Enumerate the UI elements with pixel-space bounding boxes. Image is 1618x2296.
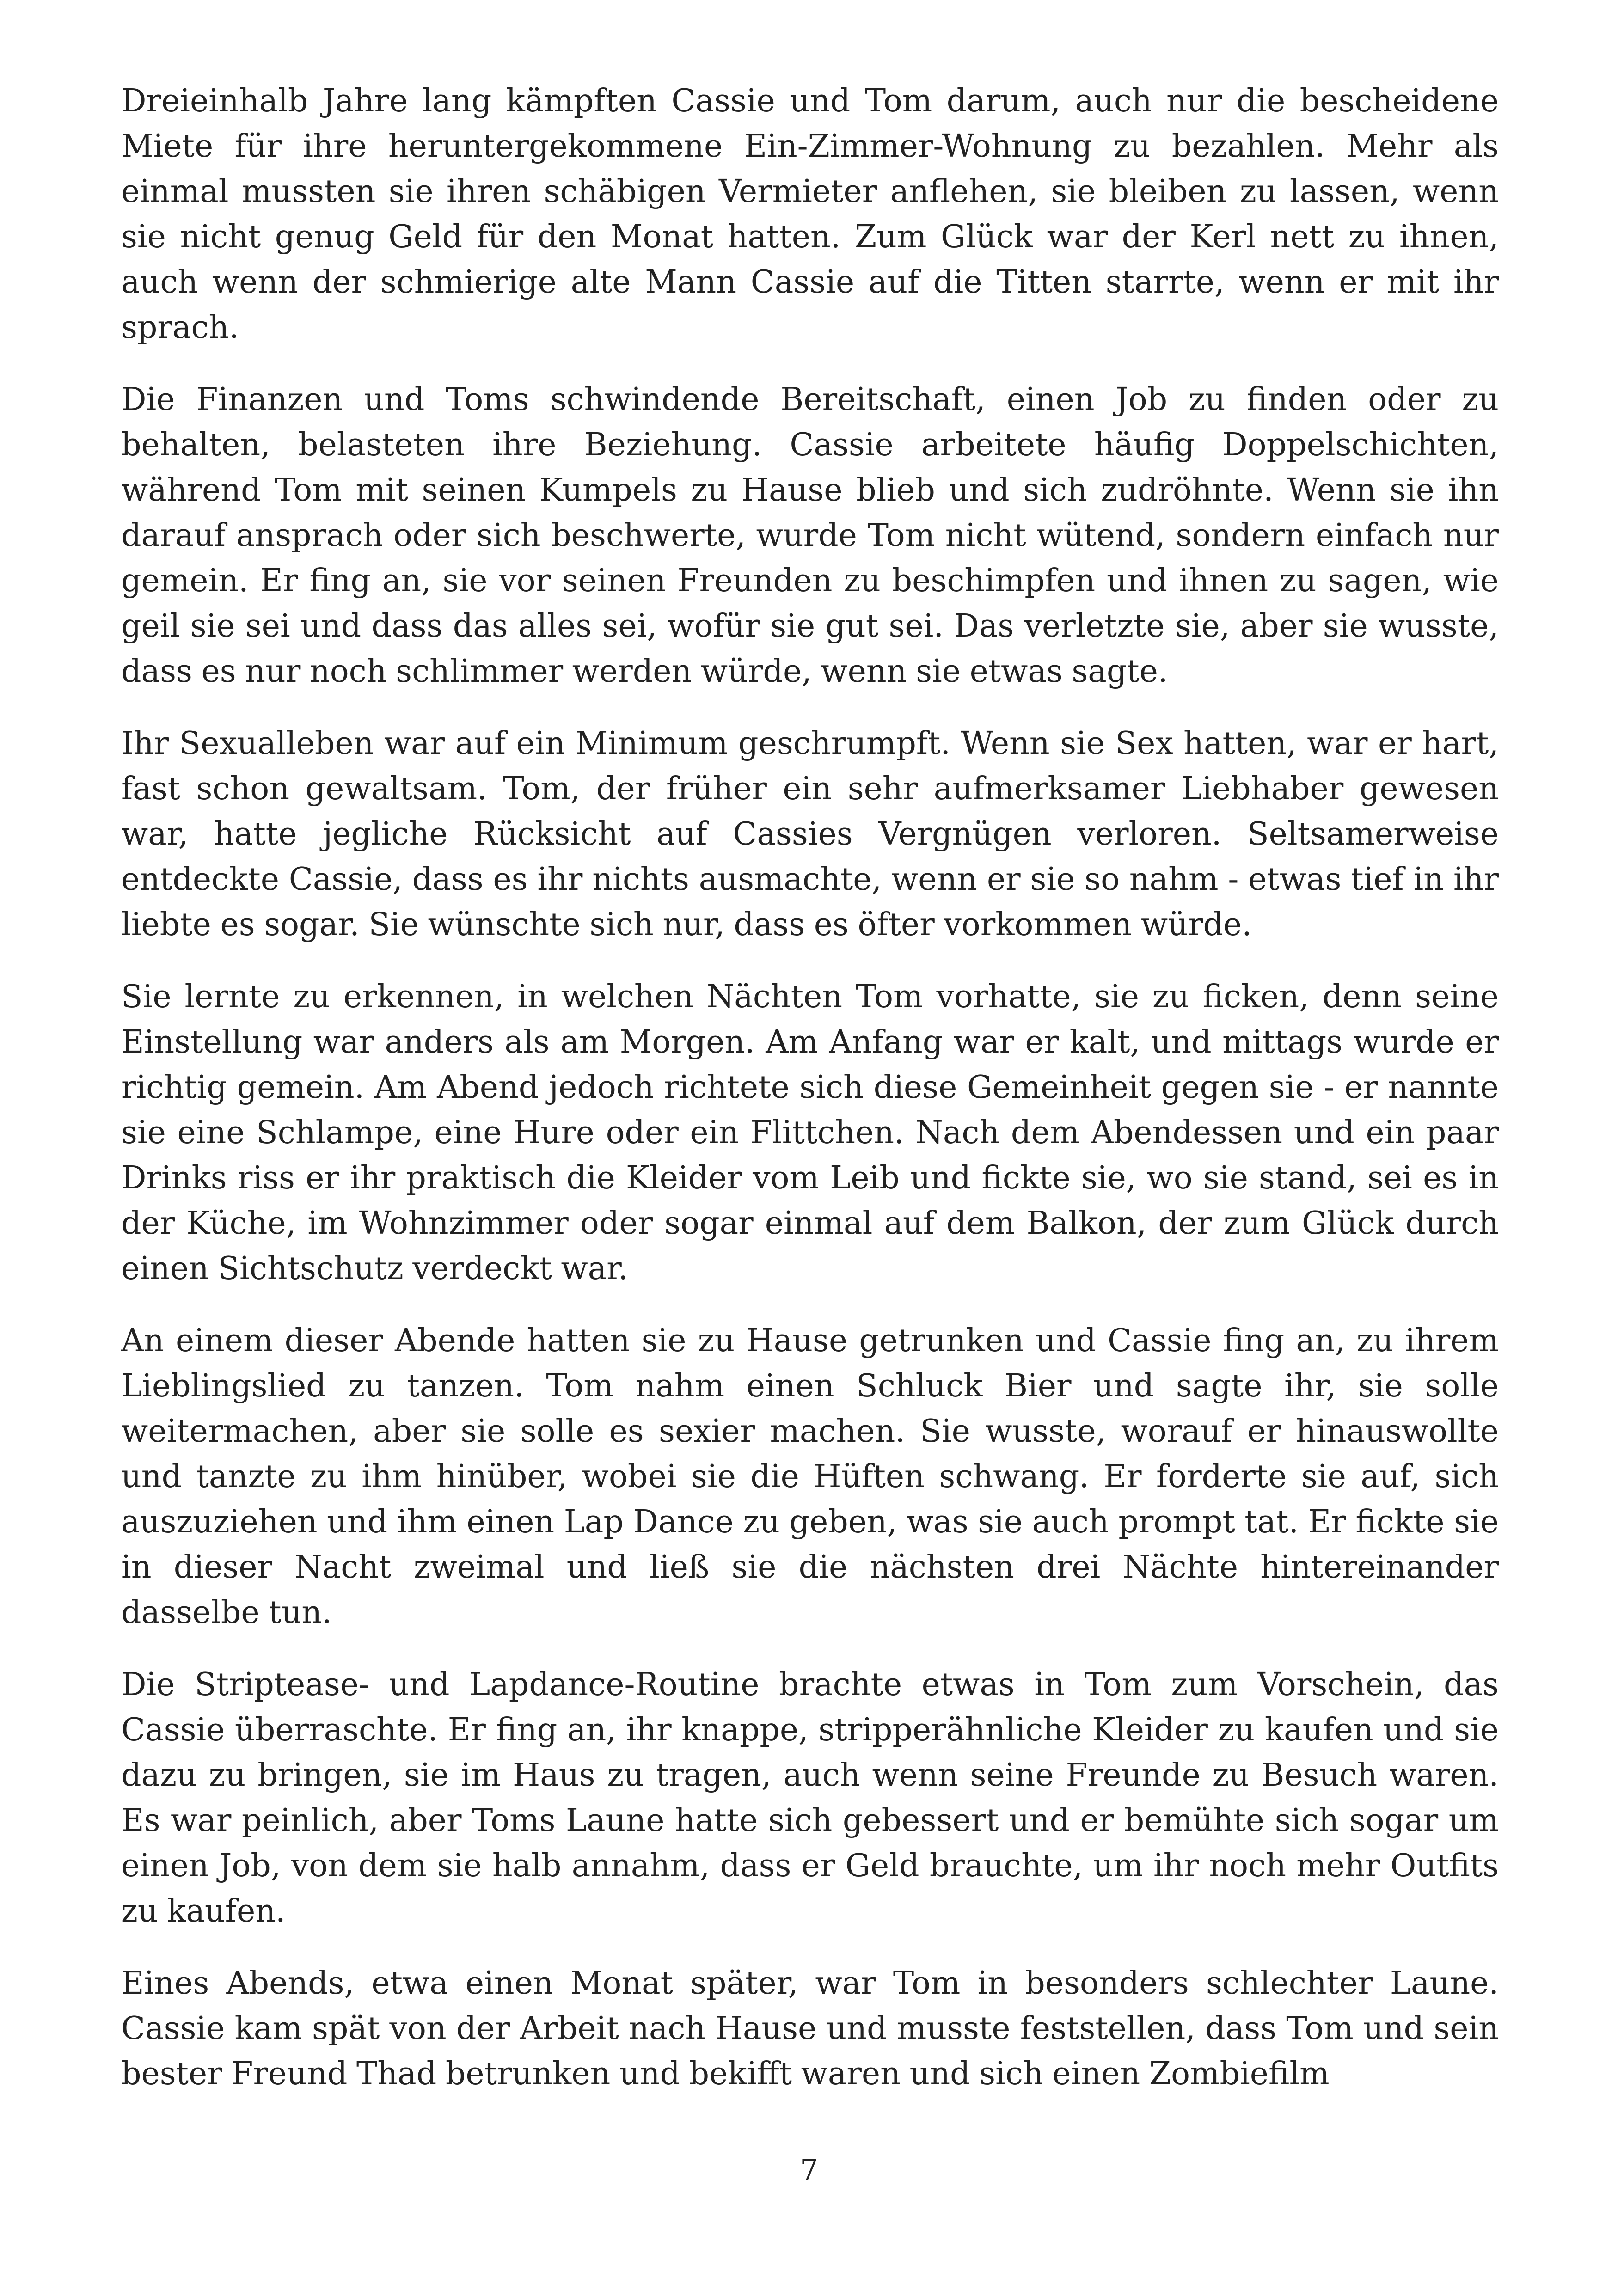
- paragraph-7: Eines Abends, etwa einen Monat später, war Tom in besonders schlechter Laune. Cassie kam spät von der Arbeit nach Hause und musste feststellen, dass Tom und sein bester Freund Thad betrunken und bekifft waren und sich einen Zombiefilm: [121, 1965, 1499, 2092]
- paragraph-1: Dreieinhalb Jahre lang kämpften Cassie und Tom darum, auch nur die bescheidene Miete für ihre heruntergekommene Ein-Zimmer-Wohnung zu bezahlen. Mehr als einmal mussten sie ihren schäbigen Vermieter anflehen, sie bleiben zu lassen, wenn sie nicht genug Geld für den Monat hatten. Zum Glück war der Kerl nett zu ihnen, auch wenn der schmierige alte Mann Cassie auf die Titten starrte, wenn er mit ihr sprach.: [121, 83, 1499, 346]
- paragraph-5: An einem dieser Abende hatten sie zu Hause getrunken und Cassie fing an, zu ihrem Lieblingslied zu tanzen. Tom nahm einen Schluck Bier und sagte ihr, sie solle weitermachen, aber sie solle es sexier machen. Sie wusste, worauf er hinauswollte und tanzte zu ihm hinüber, wobei sie die Hüften schwang. Er forderte sie auf, sich auszuziehen und ihm einen Lap Dance zu geben, was sie auch prompt tat. Er fickte sie in dieser Nacht zweimal und ließ sie die nächsten drei Nächte hintereinander dasselbe tun.: [121, 1322, 1499, 1631]
- paragraph-3: Ihr Sexualleben war auf ein Minimum geschrumpft. Wenn sie Sex hatten, war er hart, fast schon gewaltsam. Tom, der früher ein sehr aufmerksamer Liebhaber gewesen war, hatte jegliche Rücksicht auf Cassies Vergnügen verloren. Seltsamerweise entdeckte Cassie, dass es ihr nichts ausmachte, wenn er sie so nahm - etwas tief in ihr liebte es sogar. Sie wünschte sich nur, dass es öfter vorkommen würde.: [121, 725, 1499, 943]
- paragraph-6: Die Striptease- und Lapdance-Routine brachte etwas in Tom zum Vorschein, das Cassie überraschte. Er fing an, ihr knappe, stripperähnliche Kleider zu kaufen und sie dazu zu bringen, sie im Haus zu tragen, auch wenn seine Freunde zu Besuch waren. Es war peinlich, aber Toms Laune hatte sich gebessert und er bemühte sich sogar um einen Job, von dem sie halb annahm, dass er Geld brauchte, um ihr noch mehr Outfits zu kaufen.: [121, 1666, 1499, 1929]
- document-body: [121, 79, 1499, 2097]
- paragraph-4: Sie lernte zu erkennen, in welchen Nächten Tom vorhatte, sie zu ficken, denn seine Einstellung war anders als am Morgen. Am Anfang war er kalt, und mittags wurde er richtig gemein. Am Abend jedoch richtete sich diese Gemeinheit gegen sie - er nannte sie eine Schlampe, eine Hure oder ein Flittchen. Nach dem Abendessen und ein paar Drinks riss er ihr praktisch die Kleider vom Leib und fickte sie, wo sie stand, sei es in der Küche, im Wohnzimmer oder sogar einmal auf dem Balkon, der zum Glück durch einen Sichtschutz verdeckt war.: [121, 979, 1499, 1287]
- paragraph-2: Die Finanzen und Toms schwindende Bereitschaft, einen Job zu finden oder zu behalten, belasteten ihre Beziehung. Cassie arbeitete häufig Doppelschichten, während Tom mit seinen Kumpels zu Hause blieb und sich zudröhnte. Wenn sie ihn darauf ansprach oder sich beschwerte, wurde Tom nicht wütend, sondern einfach nur gemein. Er fing an, sie vor seinen Freunden zu beschimpfen und ihnen zu sagen, wie geil sie sei und dass das alles sei, wofür sie gut sei. Das verletzte sie, aber sie wusste, dass es nur noch schlimmer werden würde, wenn sie etwas sagte.: [121, 381, 1499, 690]
- page-number: 7: [800, 2153, 818, 2187]
